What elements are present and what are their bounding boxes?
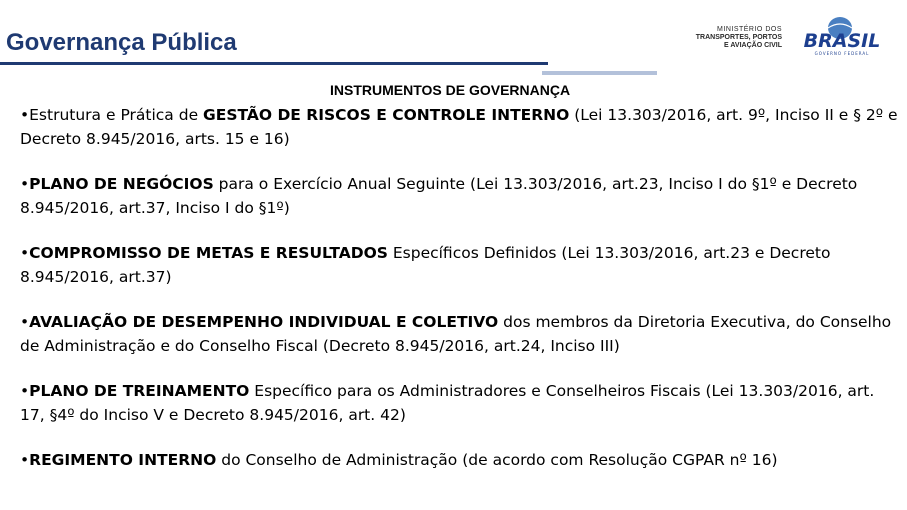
list-item: •REGIMENTO INTERNO do Conselho de Administração (de acordo com Resolução CGPAR nº 16) bbox=[20, 451, 778, 469]
ministry-logo-line2: TRANSPORTES, PORTOS bbox=[695, 34, 782, 41]
ministry-logo-line1: MINISTÉRIO DOS bbox=[717, 26, 782, 33]
ministry-logo bbox=[672, 26, 782, 52]
header-divider-light bbox=[542, 71, 657, 75]
list-item: •COMPROMISSO DE METAS E RESULTADOS Específicos Definidos (Lei 13.303/2016, art.23 e Decreto 8.945/2016, art.37) bbox=[20, 244, 831, 286]
brasil-logo bbox=[790, 14, 894, 56]
section-title: INSTRUMENTOS DE GOVERNANÇA bbox=[330, 82, 571, 98]
header-divider bbox=[0, 62, 548, 65]
list-item: •PLANO DE TREINAMENTO Específico para os Administradores e Conselheiros Fiscais (Lei 13.303/2016, art. 17, §4º do Inciso V e Decreto 8.945/2016, art. 42) bbox=[20, 382, 875, 424]
ministry-logo-line3: E AVIAÇÃO CIVIL bbox=[724, 42, 782, 49]
list-item: •Estrutura e Prática de GESTÃO DE RISCOS E CONTROLE INTERNO (Lei 13.303/2016, art. 9º, Inciso II e § 2º e Decreto 8.945/2016, arts. 15 e 16) bbox=[20, 106, 898, 148]
brasil-logo-text: BRASIL bbox=[803, 30, 881, 52]
instrument-list bbox=[20, 103, 900, 493]
list-item: •PLANO DE NEGÓCIOS para o Exercício Anual Seguinte (Lei 13.303/2016, art.23, Inciso I do §1º e Decreto 8.945/2016, art.37, Inciso I do §1º) bbox=[20, 175, 858, 217]
page-title: Governança Pública bbox=[6, 29, 237, 56]
list-item: •AVALIAÇÃO DE DESEMPENHO INDIVIDUAL E COLETIVO dos membros da Diretoria Executiva, do Conselho de Administração e do Conselho Fiscal (Decreto 8.945/2016, art.24, Inciso III) bbox=[20, 313, 892, 355]
brasil-logo-subtext: GOVERNO FEDERAL bbox=[814, 51, 870, 56]
